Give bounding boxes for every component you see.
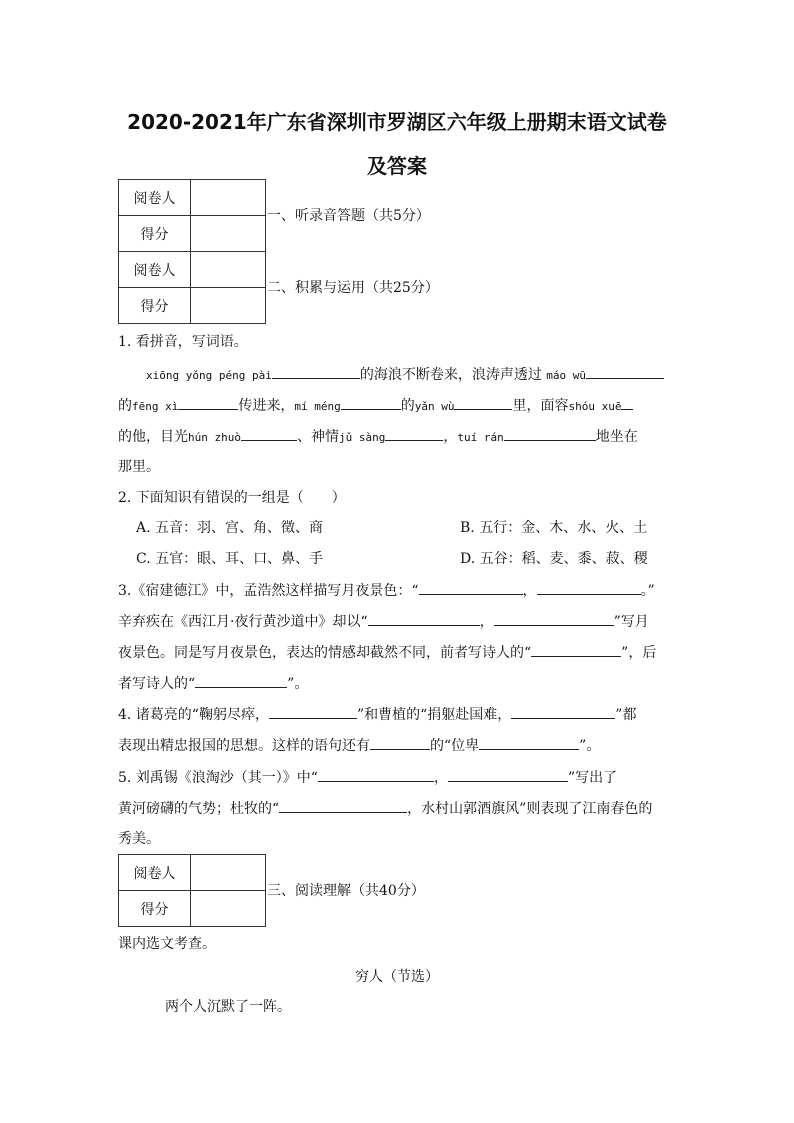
answer-blank[interactable] <box>494 611 614 626</box>
option-c: C. 五官：眼、耳、口、鼻、手 <box>136 551 324 567</box>
text: 表现出精忠报国的思想。这样的语句还有 <box>118 738 370 754</box>
pinyin: máo wū <box>546 369 587 382</box>
reviewer-label: 阅卷人 <box>119 855 191 891</box>
pinyin: fēng xì <box>132 400 179 413</box>
pinyin: shóu xuē <box>568 400 622 413</box>
option-b: B. 五行：金、木、水、火、土 <box>460 520 648 536</box>
reviewer-cell <box>191 252 266 288</box>
score-label: 得分 <box>119 891 191 927</box>
text: ”。 <box>287 676 309 692</box>
score-label: 得分 <box>119 288 191 324</box>
text: 传进来， <box>238 398 295 414</box>
text: 3.《宿建德江》中，孟浩然这样描写月夜景色：“ <box>118 583 419 599</box>
option-d: D. 五谷：稻、麦、黍、菽、稷 <box>460 551 648 567</box>
passage-first-line: 两个人沉默了一阵。 <box>165 999 291 1015</box>
answer-blank[interactable] <box>368 611 480 626</box>
question-1-line-3 <box>118 426 638 448</box>
text: 4. 诸葛亮的“鞠躬尽瘁， <box>118 707 269 723</box>
pinyin: xiōng yǒng péng pài <box>146 369 272 382</box>
score-cell <box>191 216 266 252</box>
answer-blank[interactable] <box>504 426 596 441</box>
answer-blank[interactable] <box>318 767 434 782</box>
text: ”，后 <box>621 645 657 661</box>
text: ”写出了 <box>567 770 618 786</box>
reviewer-cell <box>191 855 266 891</box>
answer-blank[interactable] <box>195 673 287 688</box>
score-label: 得分 <box>119 216 191 252</box>
text: 的海浪不断卷来，浪涛声透过 <box>359 367 542 383</box>
answer-blank[interactable] <box>448 767 568 782</box>
text: ， <box>479 614 494 630</box>
score-cell <box>191 891 266 927</box>
question-5-line-3: 秀美。 <box>118 831 160 847</box>
question-3-line-1 <box>118 580 655 601</box>
question-5-line-1 <box>118 767 617 788</box>
pinyin: mí méng <box>294 400 341 413</box>
text: ”和曹植的“捐躯赴国难， <box>356 707 512 723</box>
text: ， <box>522 583 537 599</box>
answer-blank[interactable] <box>279 798 407 813</box>
text: 夜景色。同是写月夜景色，表达的情感却截然不同，前者写诗人的“ <box>118 645 532 661</box>
text: ，水村山郭酒旗风”则表现了江南春色的 <box>407 801 653 817</box>
pinyin: tuí rán <box>457 431 504 444</box>
question-3-line-3 <box>118 642 656 663</box>
text: 5. 刘禹锡《浪淘沙（其一）》中“ <box>118 770 318 786</box>
score-table-2 <box>118 854 266 927</box>
pinyin: yǎn wù <box>414 400 455 413</box>
text: 的“位卑 <box>430 738 480 754</box>
text: 辛弃疾在《西江月·夜行黄沙道中》却以“ <box>118 614 368 630</box>
question-1-line-2 <box>118 395 633 417</box>
score-cell <box>191 288 266 324</box>
text: 的他，目光 <box>118 429 188 445</box>
section-heading-2: 二、积累与运用（共25分） <box>267 280 439 296</box>
answer-blank[interactable] <box>341 395 401 410</box>
text: 、神情 <box>296 429 339 445</box>
text: 者写诗人的“ <box>118 676 196 692</box>
text: 的 <box>400 398 415 414</box>
option-a: A. 五音：羽、宫、角、徵、商 <box>136 520 324 536</box>
question-4-line-1 <box>118 704 636 725</box>
text: 。” <box>640 583 655 599</box>
section-heading-3: 三、阅读理解（共40分） <box>267 883 425 899</box>
question-3-line-2 <box>118 611 649 632</box>
reviewer-label: 阅卷人 <box>119 180 191 216</box>
text: 里，面容 <box>512 398 569 414</box>
text: ”都 <box>615 707 637 723</box>
answer-blank[interactable] <box>178 395 238 410</box>
answer-blank[interactable] <box>272 364 360 379</box>
question-1-line-4: 那里。 <box>118 459 160 475</box>
answer-blank[interactable] <box>621 395 633 410</box>
question-2-label: 2. 下面知识有错误的一组是（ ） <box>118 490 346 506</box>
reviewer-label: 阅卷人 <box>119 252 191 288</box>
question-1-label: 1. 看拼音，写词语。 <box>118 334 248 350</box>
question-5-line-2 <box>118 798 652 819</box>
document-title-line1: 2020-2021年广东省深圳市罗湖区六年级上册期末语文试卷 <box>127 110 667 134</box>
text: ”写月 <box>613 614 649 630</box>
answer-blank[interactable] <box>370 735 430 750</box>
answer-blank[interactable] <box>269 704 357 719</box>
question-1-line-1 <box>146 364 664 386</box>
score-table-1 <box>118 179 266 324</box>
text: 黄河磅礴的气势；杜牧的“ <box>118 801 280 817</box>
section-heading-1: 一、听录音答题（共5分） <box>267 208 430 224</box>
answer-blank[interactable] <box>531 642 621 657</box>
answer-blank[interactable] <box>586 364 664 379</box>
answer-blank[interactable] <box>537 580 641 595</box>
text: ”。 <box>579 738 601 754</box>
answer-blank[interactable] <box>454 395 512 410</box>
text: ， <box>443 429 458 445</box>
text: 地坐在 <box>595 429 638 445</box>
pinyin: jǔ sàng <box>338 431 386 444</box>
reading-intro: 课内选文考查。 <box>118 936 216 952</box>
answer-blank[interactable] <box>511 704 615 719</box>
question-3-line-4 <box>118 673 308 694</box>
text: 的 <box>118 398 132 414</box>
passage-title: 穷人（节选） <box>355 969 439 985</box>
answer-blank[interactable] <box>479 735 579 750</box>
document-title-line2: 及答案 <box>367 154 427 178</box>
answer-blank[interactable] <box>385 426 443 441</box>
text: ， <box>433 770 448 786</box>
answer-blank[interactable] <box>419 580 523 595</box>
question-4-line-2 <box>118 735 600 756</box>
reviewer-cell <box>191 180 266 216</box>
pinyin: hún zhuò <box>188 431 241 444</box>
answer-blank[interactable] <box>241 426 297 441</box>
